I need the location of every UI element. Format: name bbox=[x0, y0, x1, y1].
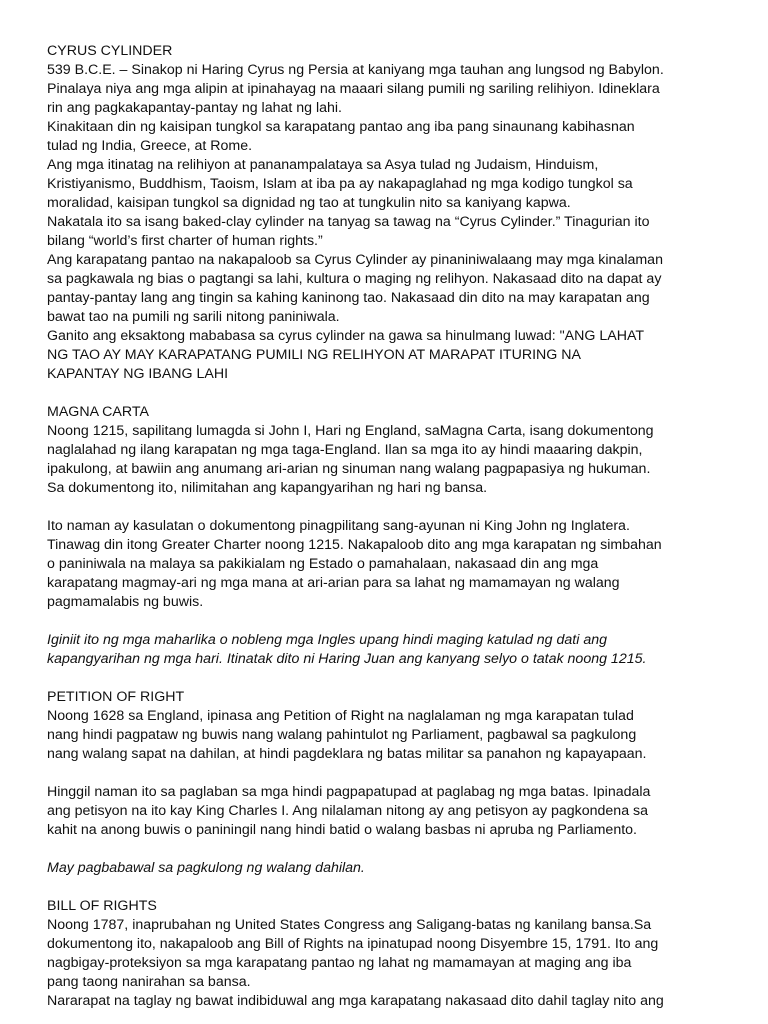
section-heading-bill-of-rights: BILL OF RIGHTS bbox=[47, 898, 157, 914]
paragraph: Noong 1215, sapilitang lumagda si John I, Hari ng England, saMagna Carta, isang dokumentong naglalahad ng ilang karapatan ng mga taga-England. Ilan sa mga ito ay hindi maaaring dakpin, ipakulong, at bawiin ang anumang ari-arian ng sinuman nang walang pagpapasiya ng hukuman. Sa dokumentong ito, nilimitahan ang kapangyarihan ng hari ng bansa. bbox=[47, 423, 654, 496]
spacer bbox=[47, 384, 737, 403]
section-heading-petition-of-right: PETITION OF RIGHT bbox=[47, 689, 185, 705]
spacer bbox=[47, 878, 737, 897]
spacer bbox=[47, 840, 737, 859]
paragraph: Ganito ang eksaktong mababasa sa cyrus cylinder na gawa sa hinulmang luwad: "ANG LAHAT NG TAO AY MAY KARAPATANG PUMILI NG RELIHYON AT MARAPAT ITURING NA KAPANTAY NG IBANG LAHI bbox=[47, 328, 645, 382]
paragraph: Noong 1628 sa England, ipinasa ang Petition of Right na naglalaman ng mga karapatan tulad nang hindi pagpataw ng buwis nang walang pahintulot ng Parliament, pagbawal sa pagkulong nang walang sapat na dahilan, at hindi pagdeklara ng batas militar sa panahon ng kapayapaan. bbox=[47, 708, 647, 762]
paragraph: Ang mga itinatag na relihiyon at pananampalataya sa Asya tulad ng Judaism, Hinduism, Kristiyanismo, Buddhism, Taoism, Islam at iba pa ay nakapaglahad ng mga kodigo tungkol sa moralidad, kaisipan tungkol sa dignidad ng tao at tungkulin nito sa kaniyang kapwa. bbox=[47, 157, 633, 211]
spacer bbox=[47, 612, 737, 631]
italic-note: May pagbabawal sa pagkulong ng walang dahilan. bbox=[47, 860, 365, 876]
paragraph: Nakatala ito sa isang baked-clay cylinder na tanyag sa tawag na “Cyrus Cylinder.” Tinagurian ito bilang “world’s first charter of human rights.” bbox=[47, 214, 650, 249]
paragraph: Noong 1787, inaprubahan ng United States Congress ang Saligang-batas ng kanilang bansa.Sa dokumentong ito, nakapaloob ang Bill of Rights na ipinatupad noong Disyembre 15, 1791. Ito ang nagbigay-proteksiyon sa mga karapatang pantao ng lahat ng mamamayan at maging ang iba pang taong nanirahan sa bansa. bbox=[47, 917, 659, 990]
document-page bbox=[47, 42, 737, 1011]
spacer bbox=[47, 669, 737, 688]
paragraph: Nararapat na taglay ng bawat indibiduwal ang mga karapatang nakasaad dito dahil taglay nito ang bbox=[47, 993, 664, 1009]
section-heading-cyrus: CYRUS CYLINDER bbox=[47, 43, 173, 59]
paragraph: Kinakitaan din ng kaisipan tungkol sa karapatang pantao ang iba pang sinaunang kabihasnan tulad ng India, Greece, at Rome. bbox=[47, 119, 635, 154]
spacer bbox=[47, 498, 737, 517]
paragraph: Ang karapatang pantao na nakapaloob sa Cyrus Cylinder ay pinaniniwalaang may mga kinalaman sa pagkawala ng bias o pagtangi sa lahi, kultura o maging ng relihyon. Nakasaad dito na dapat ay pantay-pantay lang ang tingin sa kahing kaninong tao. Nakasaad din dito na may karapatan ang bawat tao na pumili ng sarili nitong paniniwala. bbox=[47, 252, 663, 325]
spacer bbox=[47, 764, 737, 783]
italic-note: Iginiit ito ng mga maharlika o nobleng mga Ingles upang hindi maging katulad ng dati ang kapangyarihan ng mga hari. Itinatak dito ni Haring Juan ang kanyang selyo o tatak noong 1215. bbox=[47, 632, 647, 667]
section-heading-magna-carta: MAGNA CARTA bbox=[47, 404, 149, 420]
paragraph: Ito naman ay kasulatan o dokumentong pinagpilitang sang-ayunan ni King John ng Inglatera. Tinawag din itong Greater Charter noong 1215. Nakapaloob dito ang mga karapatan ng simbahan o paniniwala na malaya sa pakikialam ng Estado o pamahalaan, nakasaad din ang mga karapatang magmay-ari ng mga mana at ari-arian para sa lahat ng mamamayan ng walang pagmamalabis ng buwis. bbox=[47, 518, 662, 610]
paragraph: Hinggil naman ito sa paglaban sa mga hindi pagpapatupad at paglabag ng mga batas. Ipinadala ang petisyon na ito kay King Charles I. Ang nilalaman nitong ay ang petisyon ay pagkondena sa kahit na anong buwis o paniningil nang hindi batid o walang basbas ni apruba ng Parliamento. bbox=[47, 784, 651, 838]
paragraph: 539 B.C.E. – Sinakop ni Haring Cyrus ng Persia at kaniyang mga tauhan ang lungsod ng Babylon. Pinalaya niya ang mga alipin at ipinahayag na maaari silang pumili ng sariling relihiyon. Idineklara rin ang pagkakapantay-pantay ng lahat ng lahi. bbox=[47, 62, 664, 116]
